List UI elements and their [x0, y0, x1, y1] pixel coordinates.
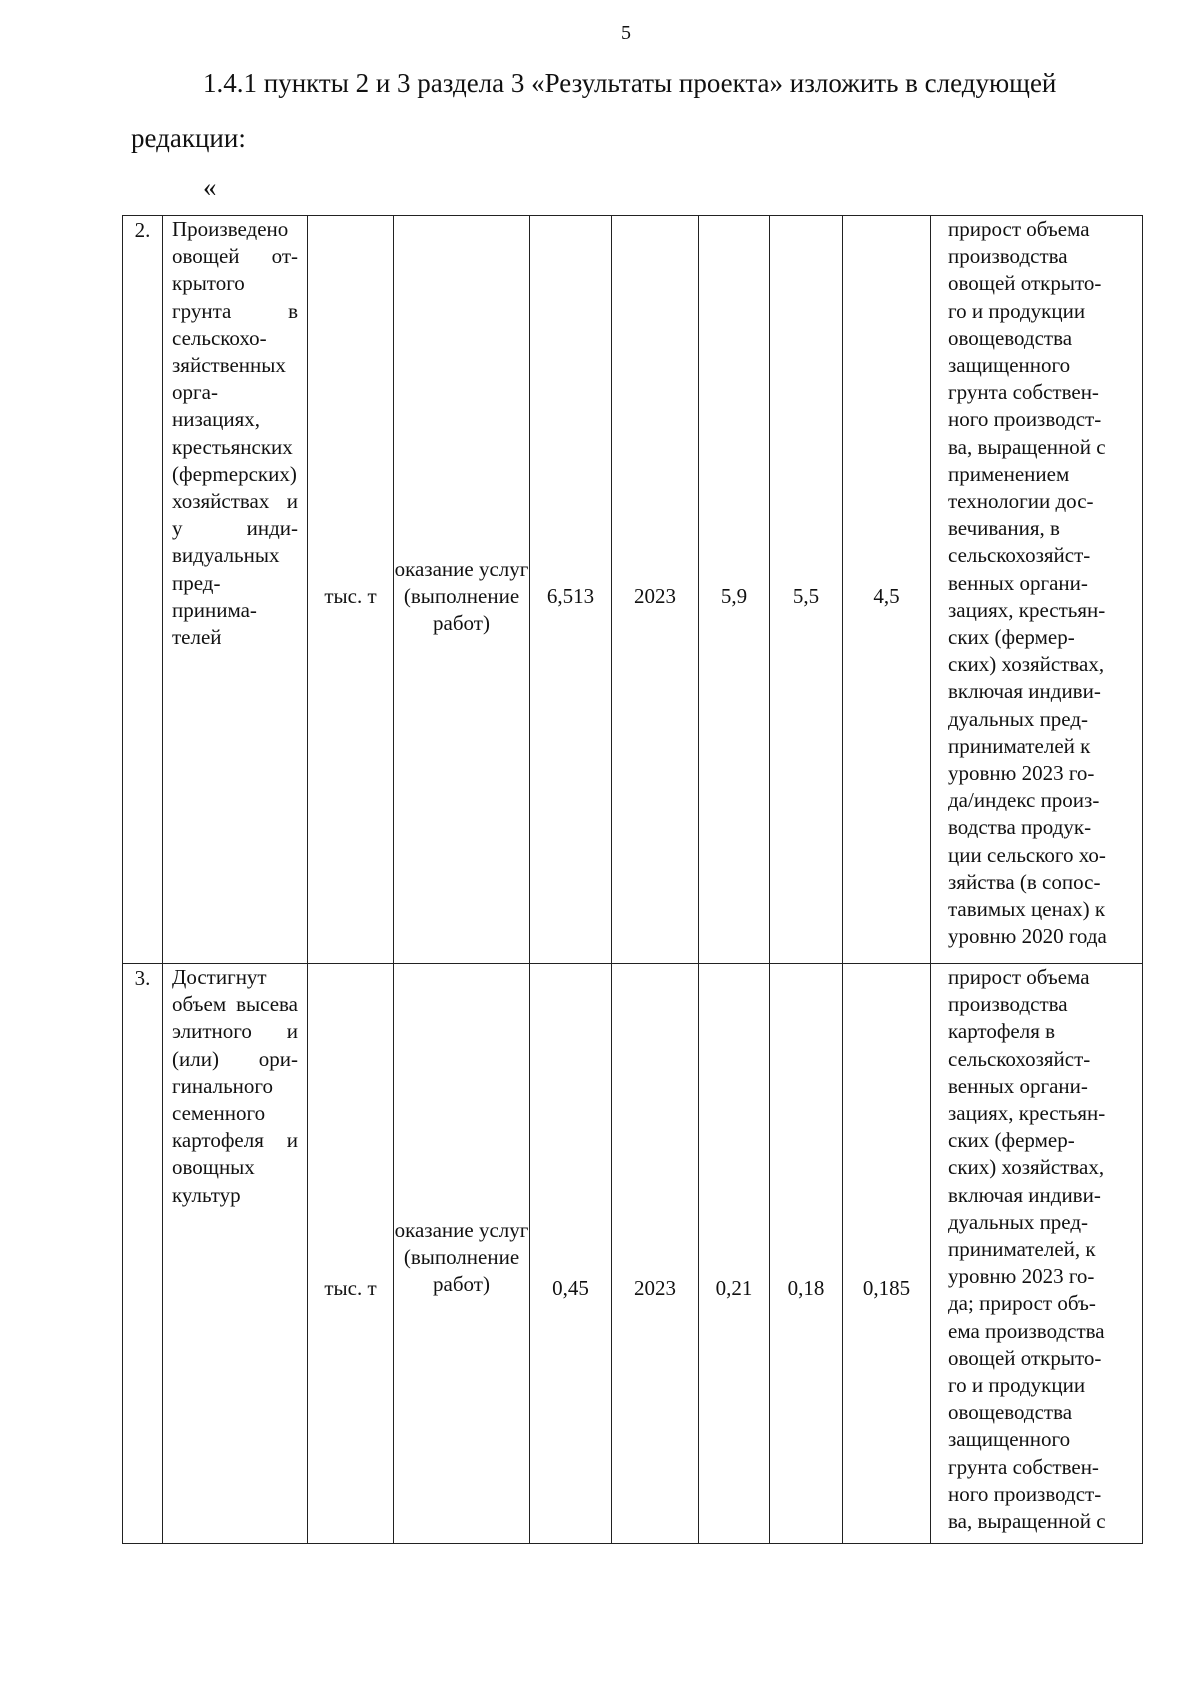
target-value-c: 4,5	[843, 216, 931, 964]
result-basis-line: технологии дос-	[948, 489, 1094, 514]
result-name: Достигнут объем высева элитного и (или) оригинального семенного картофеля и овощных культур	[163, 964, 308, 1544]
result-basis-line: ва, выращенной с	[948, 434, 1106, 459]
result-basis-line: овощеводства	[948, 1400, 1073, 1425]
result-basis-line: картофеля в	[948, 1019, 1056, 1044]
target-value-a: 0,21	[699, 964, 770, 1544]
result-basis-line: го и продукции	[948, 298, 1086, 323]
result-basis-line: венных органи-	[948, 570, 1088, 595]
result-basis-line: сельскохозяйст-	[948, 1046, 1091, 1071]
opening-quote: «	[203, 172, 217, 202]
result-basis-line: водства продук-	[948, 815, 1092, 840]
result-basis-line: прирост объема	[948, 965, 1090, 989]
result-basis-line: да; прирост объ-	[948, 1291, 1096, 1316]
result-basis-line: ного производст-	[948, 407, 1102, 432]
result-basis-line: овощей открыто-	[948, 1345, 1102, 1370]
result-basis-line: прирост объема	[948, 217, 1090, 241]
result-basis-line: уровню 2023 го-	[948, 1264, 1095, 1289]
result-basis-line: ских) хозяйствах,	[948, 1155, 1105, 1180]
page-number: 5	[621, 22, 631, 44]
target-value-a: 5,9	[699, 216, 770, 964]
result-basis-line: применением	[948, 461, 1070, 486]
result-basis-line: принимателей, к	[948, 1237, 1096, 1262]
result-basis-line: дуальных пред-	[948, 1209, 1089, 1234]
result-basis-line: грунта собствен-	[948, 1454, 1099, 1479]
result-basis	[931, 216, 1143, 964]
result-basis-line: уровню 2020 года	[948, 924, 1107, 949]
result-basis-line: овощей открыто-	[948, 271, 1102, 296]
result-basis-line: защищенного	[948, 353, 1071, 378]
result-basis	[931, 964, 1143, 1544]
unit-of-measure: тыс. т	[308, 964, 394, 1544]
result-basis-line: принимателей к	[948, 733, 1091, 758]
unit-of-measure: тыс. т	[308, 216, 394, 964]
result-basis-line: зяйства (в сопос-	[948, 869, 1101, 894]
result-basis-line: уровню 2023 го-	[948, 761, 1095, 786]
result-name: Произведено овощей открытого грунта в сельскохозяйственных организациях, крестьянских (ферmерских) хозяйствах и у индивидуальных предпринимателей	[163, 216, 308, 964]
base-year: 2023	[612, 964, 699, 1544]
base-value: 6,513	[530, 216, 612, 964]
target-value-c: 0,185	[843, 964, 931, 1544]
result-basis-line: тавимых ценах) к	[948, 897, 1106, 922]
result-basis-line: производства	[948, 992, 1068, 1017]
result-basis-line: зациях, крестьян-	[948, 597, 1106, 622]
base-year: 2023	[612, 216, 699, 964]
result-basis-line: венных органи-	[948, 1073, 1088, 1098]
result-basis-line: дуальных пред-	[948, 706, 1089, 731]
result-basis-line: да/индекс произ-	[948, 788, 1100, 813]
amendment-intro-line: 1.4.1 пункты 2 и 3 раздела 3 «Результаты проекта» изложить в следующей	[203, 68, 1057, 98]
result-type: оказание услуг (выполнение работ)	[394, 964, 530, 1544]
project-results-table	[122, 215, 1143, 1544]
result-basis-line: овощеводства	[948, 325, 1073, 350]
result-basis-line: грунта собствен-	[948, 380, 1099, 405]
table-row	[123, 964, 1143, 1544]
target-value-b: 0,18	[770, 964, 843, 1544]
result-basis-line: го и продукции	[948, 1373, 1086, 1398]
result-basis-line: ских (фермер-	[948, 1128, 1075, 1153]
result-basis-line: производства	[948, 244, 1068, 269]
result-basis-line: ва, выращенной с	[948, 1509, 1106, 1534]
result-basis-line: ции сельского хо-	[948, 842, 1106, 867]
amendment-intro-continuation: редакции:	[131, 123, 246, 153]
result-basis-line: вечивания, в	[948, 516, 1060, 541]
row-number: 3.	[123, 964, 163, 1544]
result-basis-line: ских (фермер-	[948, 625, 1075, 650]
result-basis-line: включая индиви-	[948, 679, 1101, 704]
result-basis-line: ема производства	[948, 1318, 1105, 1343]
result-basis-line: ного производст-	[948, 1481, 1102, 1506]
result-type: оказание услуг (выполнение работ)	[394, 216, 530, 964]
result-basis-line: защищенного	[948, 1427, 1071, 1452]
result-basis-line: зациях, крестьян-	[948, 1101, 1106, 1126]
result-basis-line: ских) хозяйствах,	[948, 652, 1105, 677]
base-value: 0,45	[530, 964, 612, 1544]
result-basis-line: включая индиви-	[948, 1182, 1101, 1207]
target-value-b: 5,5	[770, 216, 843, 964]
result-basis-line: сельскохозяйст-	[948, 543, 1091, 568]
row-number: 2.	[123, 216, 163, 964]
table-row	[123, 216, 1143, 964]
